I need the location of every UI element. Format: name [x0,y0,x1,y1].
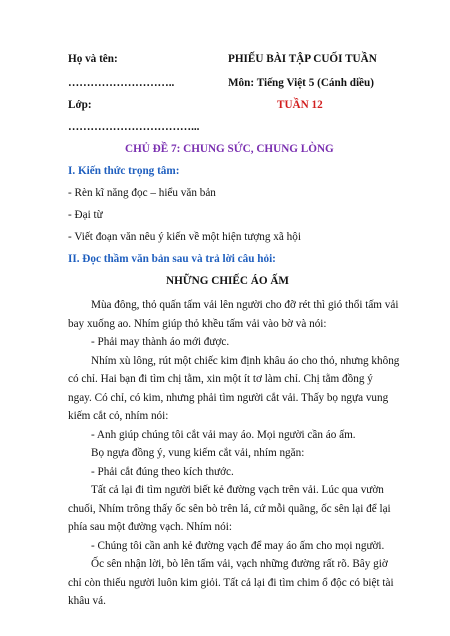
name-dots: ……………………….. [68,77,175,89]
class-dots: ……………………………... [68,121,200,133]
section2-title: II. Đọc thầm văn bản sau và trả lời câu hỏi: [68,253,276,265]
story-line: - Phải cắt đúng theo kích thước. [91,465,234,478]
section1-item: - Viết đoạn văn nêu ý kiến về một hiện tượng xã hội [68,231,301,243]
story-title: NHỮNG CHIẾC ÁO ẤM [166,275,289,287]
story-line: ngay. Có chỉ, có kim, nhưng phải tìm người cắt vải. Thấy bọ ngựa vung [68,391,389,404]
story-line: khâu vá. [68,595,106,607]
section1-item: - Đại từ [68,209,103,221]
week-label: TUẦN 12 [277,99,323,111]
sheet-title: PHIẾU BÀI TẬP CUỐI TUẦN [228,53,377,65]
story-line: có chỉ. Hai bạn đi tìm chị tằm, xin một ít tơ làm chỉ. Chị tằm đồng ý [68,373,373,385]
story-line: - Chúng tôi cần anh kẻ đường vạch để may áo ấm cho mọi người. [91,539,385,552]
class-label: Lớp: [68,99,92,111]
topic-title: CHỦ ĐỀ 7: CHUNG SỨC, CHUNG LÒNG [125,143,334,155]
story-line: kiếm cắt cỏ, nhím nói: [68,410,169,422]
story-line: Ốc sên nhận lời, bò lên tấm vải, vạch những đường rất rõ. Bây giờ [91,558,388,570]
story-line: bay xuống ao. Nhím giúp thỏ khều tấm vải vào bờ và nói: [68,317,327,330]
story-line: - Anh giúp chúng tôi cắt vải may áo. Mọi người cần áo ấm. [91,428,356,441]
section1-item: - Rèn kĩ năng đọc – hiểu văn bản [68,187,216,199]
section1-title: I. Kiến thức trọng tâm: [68,165,180,177]
story-line: phía sau một đường vạch. Nhím nói: [68,521,232,533]
story-line: Mùa đông, thỏ quấn tấm vải lên người cho đỡ rét thì gió thổi tấm vải [91,299,399,311]
story-line: - Phải may thành áo mới được. [91,336,230,348]
story-line: Tất cả lại đi tìm người biết kẻ đường vạch trên vải. Lúc qua vườn [91,484,384,496]
name-label: Họ và tên: [68,53,118,65]
story-line: chỉ còn thiếu người luôn kim giỏi. Tất cả lại đi tìm chim ổ độc có biệt tài [68,576,394,589]
story-line: Bọ ngựa đồng ý, vung kiếm cắt vải, nhím ngăn: [91,447,305,459]
subject: Môn: Tiếng Việt 5 (Cánh diều) [228,77,374,89]
story-line: chuối, Nhím trông thấy ốc sên bò trên lá, cứ mỗi quãng, ốc sên lại để lại [68,502,391,515]
story-line: Nhím xù lông, rút một chiếc kim định khâu áo cho thỏ, nhưng không [91,354,400,367]
